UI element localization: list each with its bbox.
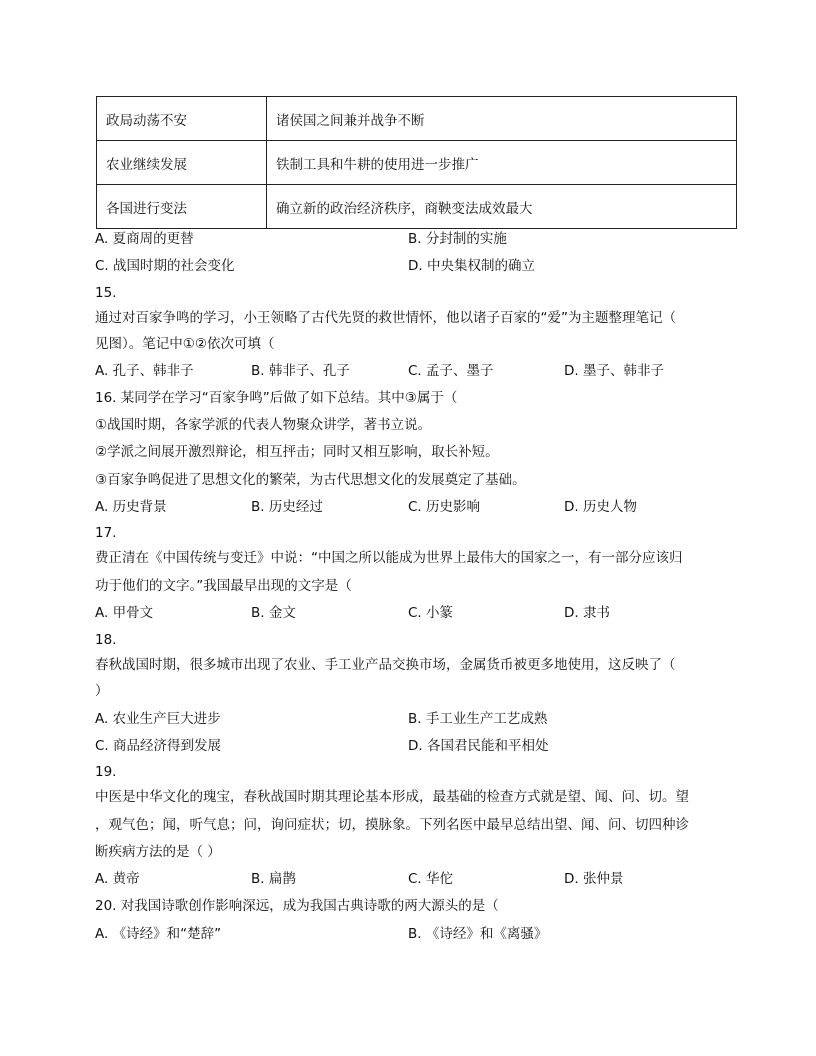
q18-option-a: A. 农业生产巨大进步 (95, 711, 221, 727)
q19-option-b: B. 扁鹊 (251, 871, 296, 887)
q17-option-d: D. 隶书 (564, 605, 610, 621)
info-table (96, 96, 737, 229)
q14-option-b: B. 分封制的实施 (408, 231, 507, 247)
q16-stem: 16. 某同学在学习“百家争鸣”后做了如下总结。其中③属于（ (95, 390, 458, 406)
q16-option-d: D. 历史人物 (564, 499, 637, 515)
table-row (97, 141, 737, 185)
table-cell: 铁制工具和牛耕的使用进一步推广 (267, 141, 737, 185)
q15-stem-line1: 通过对百家争鸣的学习，小王领略了古代先贤的救世情怀，他以诸子百家的“爱”为主题整理笔记（ (95, 310, 676, 326)
q19-number: 19. (95, 764, 117, 780)
q19-stem-line1: 中医是中华文化的瑰宝，春秋战国时期其理论基本形成，最基础的检查方式就是望、闻、问、切。望 (95, 789, 689, 805)
q18-stem-line2: ） (95, 683, 109, 699)
q15-option-c: C. 孟子、墨子 (408, 363, 494, 379)
q15-number: 15. (95, 285, 117, 301)
q20-stem: 20. 对我国诗歌创作影响深远，成为我国古典诗歌的两大源头的是（ (95, 898, 499, 914)
q15-option-a: A. 孔子、韩非子 (95, 363, 194, 379)
table-cell: 确立新的政治经济秩序，商鞅变法成效最大 (267, 185, 737, 229)
q19-stem-line2: ，观气色；闻，听气息；问，询问症状；切，摸脉象。下列名医中最早总结出望、闻、问、切四种诊 (95, 817, 689, 833)
q17-option-b: B. 金文 (251, 605, 296, 621)
q14-option-c: C. 战国时期的社会变化 (95, 258, 235, 274)
q19-stem-line3: 断疾病方法的是（ ） (95, 844, 221, 860)
q18-option-d: D. 各国君民能和平相处 (408, 738, 549, 754)
q17-stem-line2: 功于他们的文字。”我国最早出现的文字是（ (95, 578, 352, 594)
q18-number: 18. (95, 632, 117, 648)
q17-option-a: A. 甲骨文 (95, 605, 154, 621)
q20-option-a: A. 《诗经》和“楚辞” (95, 926, 222, 942)
table-cell: 政局动荡不安 (97, 97, 267, 141)
q18-option-b: B. 手工业生产工艺成熟 (408, 711, 548, 727)
q17-option-c: C. 小篆 (408, 605, 454, 621)
q20-option-b: B. 《诗经》和《离骚》 (408, 926, 548, 942)
q19-option-d: D. 张仲景 (564, 871, 624, 887)
q15-option-b: B. 韩非子、孔子 (251, 363, 350, 379)
table-cell: 诸侯国之间兼并战争不断 (267, 97, 737, 141)
q16-item-3: ③百家争鸣促进了思想文化的繁荣，为古代思想文化的发展奠定了基础。 (95, 472, 526, 488)
q18-option-c: C. 商品经济得到发展 (95, 738, 222, 754)
q14-option-a: A. 夏商周的更替 (95, 231, 194, 247)
table-row (97, 97, 737, 141)
q16-item-2: ②学派之间展开激烈辩论，相互抨击；同时又相互影响，取长补短。 (95, 444, 499, 460)
q16-item-1: ①战国时期，各家学派的代表人物聚众讲学，著书立说。 (95, 417, 432, 433)
q17-number: 17. (95, 525, 117, 541)
q15-option-d: D. 墨子、韩非子 (564, 363, 664, 379)
table-row (97, 185, 737, 229)
q19-option-a: A. 黄帝 (95, 871, 140, 887)
q14-option-d: D. 中央集权制的确立 (408, 258, 535, 274)
table-cell: 各国进行变法 (97, 185, 267, 229)
q16-option-b: B. 历史经过 (251, 499, 323, 515)
table-cell: 农业继续发展 (97, 141, 267, 185)
q17-stem-line1: 费正清在《中国传统与变迁》中说：“中国之所以能成为世界上最伟大的国家之一，有一部分应该归 (95, 550, 683, 566)
q16-option-a: A. 历史背景 (95, 499, 167, 515)
q19-option-c: C. 华佗 (408, 871, 454, 887)
q16-option-c: C. 历史影响 (408, 499, 481, 515)
q15-stem-line2: 见图）。笔记中①②依次可填（ (95, 336, 275, 352)
q18-stem-line1: 春秋战国时期，很多城市出现了农业、手工业产品交换市场，金属货币被更多地使用，这反映了（ (95, 657, 676, 673)
